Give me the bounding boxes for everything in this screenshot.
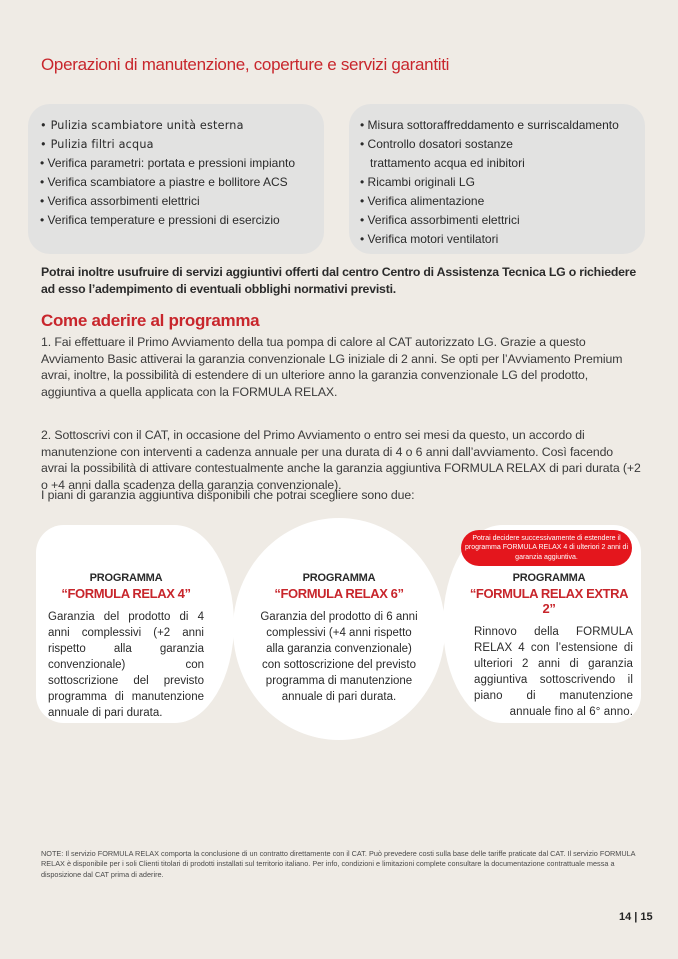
program-name: “FORMULA RELAX 4”: [61, 586, 191, 601]
footnote: NOTE: Il servizio FORMULA RELAX comporta la conclusione di un contratto direttamente con il CAT. Può prevedere costi sulla base delle tariffe praticate dal CAT. Il servizio FORMULA RELAX è disponibile per i soli Clienti titolari di prodotti installati sul territorio italiano. Per info, condizioni e limitazioni complete consultare la documentazione contrattuale messa a disposizione dal CAT prima di aderire.: [41, 849, 636, 879]
list-item: • Verifica parametri: portata e pressioni impianto: [40, 154, 295, 173]
join-step-1: 1. Fai effettuare il Primo Avviamento della tua pompa di calore al CAT autorizzato LG. Grazie a questo Avviamento Basic attiverai la garanzia convenzionale LG iniziale di 2 anni. Se opti per l’Avviamento Premium avrai, inoltre, la possibilità di estendere di un ulteriore anno la garanzia convenzionale LG del prodotto, aggiuntiva a quella applicata con la FORMULA RELAX.: [41, 335, 623, 399]
list-item: • Verifica temperature e pressioni di esercizio: [40, 211, 295, 230]
program-name: “FORMULA RELAX 6”: [274, 586, 404, 601]
page-number: 14 | 15: [619, 911, 653, 923]
program-description: Garanzia del prodotto di 6 anni complessivi (+4 anni rispetto alla garanzia convenzionale) con sottoscrizione del previsto programma di manutenzione annuale di pari durata.: [260, 611, 418, 703]
section-title-join: Come aderire al programma: [41, 311, 260, 330]
program-description: Garanzia del prodotto di 4 anni complessivi (+2 anni rispetto alla garanzia convenzionale) con sottoscrizione del previsto programma di manutenzione annuale di pari durata.: [48, 611, 204, 719]
program-name: “FORMULA RELAX EXTRA 2”: [469, 586, 629, 616]
list-item: • Pulizia filtri acqua: [40, 135, 295, 154]
list-item: • Verifica assorbimenti elettrici: [360, 211, 640, 230]
program-description: Rinnovo della FORMULA RELAX 4 con l’estensione di ulteriori 2 anni di garanzia aggiuntiva sottoscrivendo il piano di manutenzione annuale fino al 6° anno.: [474, 626, 633, 718]
list-item: • Misura sottoraffreddamento e surriscaldamento: [360, 116, 640, 135]
list-item: • Ricambi originali LG: [360, 173, 640, 192]
list-item: • Verifica motori ventilatori: [360, 230, 640, 249]
extension-badge: Potrai decidere successivamente di estendere il programma FORMULA RELAX 4 di ulteriori 2 anni di garanzia aggiuntiva.: [461, 530, 632, 566]
join-step-2: 2. Sottoscrivi con il CAT, in occasione del Primo Avviamento o entro sei mesi da questo, un accordo di manutenzione con interventi a cadenza annuale per una durata di 4 o 6 anni dall’avviamento. Così facendo avrai la possibilità di attivare contestualmente anche la garanzia aggiuntiva FORMULA RELAX di pari durata (+2 o +4 anni dalla scadenza della garanzia convenzionale).: [41, 428, 641, 492]
extra-services-text: Potrai inoltre usufruire di servizi aggiuntivi offerti dal centro Centro di Assistenza Tecnica LG o richiedere ad esso l’adempimento di eventuali obblighi normativi previsti.: [41, 265, 637, 296]
list-item: • Controllo dosatori sostanze trattamento acqua ed inibitori: [360, 135, 570, 173]
list-item: • Verifica scambiatore a piastre e bollitore ACS: [40, 173, 295, 192]
program-label: PROGRAMMA: [512, 572, 586, 584]
plans-intro: I piani di garanzia aggiuntiva disponibili che potrai scegliere sono due:: [41, 488, 415, 502]
section-title-operations: Operazioni di manutenzione, coperture e servizi garantiti: [41, 55, 450, 74]
program-label: PROGRAMMA: [302, 572, 376, 584]
operations-list-left: [28, 104, 324, 254]
list-item: • Pulizia scambiatore unità esterna: [40, 116, 295, 135]
program-label: PROGRAMMA: [89, 572, 163, 584]
program-content-relax-extra-2: [465, 572, 633, 720]
list-item: • Verifica assorbimenti elettrici: [40, 192, 295, 211]
list-item: • Verifica alimentazione: [360, 192, 640, 211]
operations-list-right: [349, 104, 645, 254]
program-content-relax-4: [48, 572, 204, 721]
program-content-relax-6: [258, 572, 420, 705]
